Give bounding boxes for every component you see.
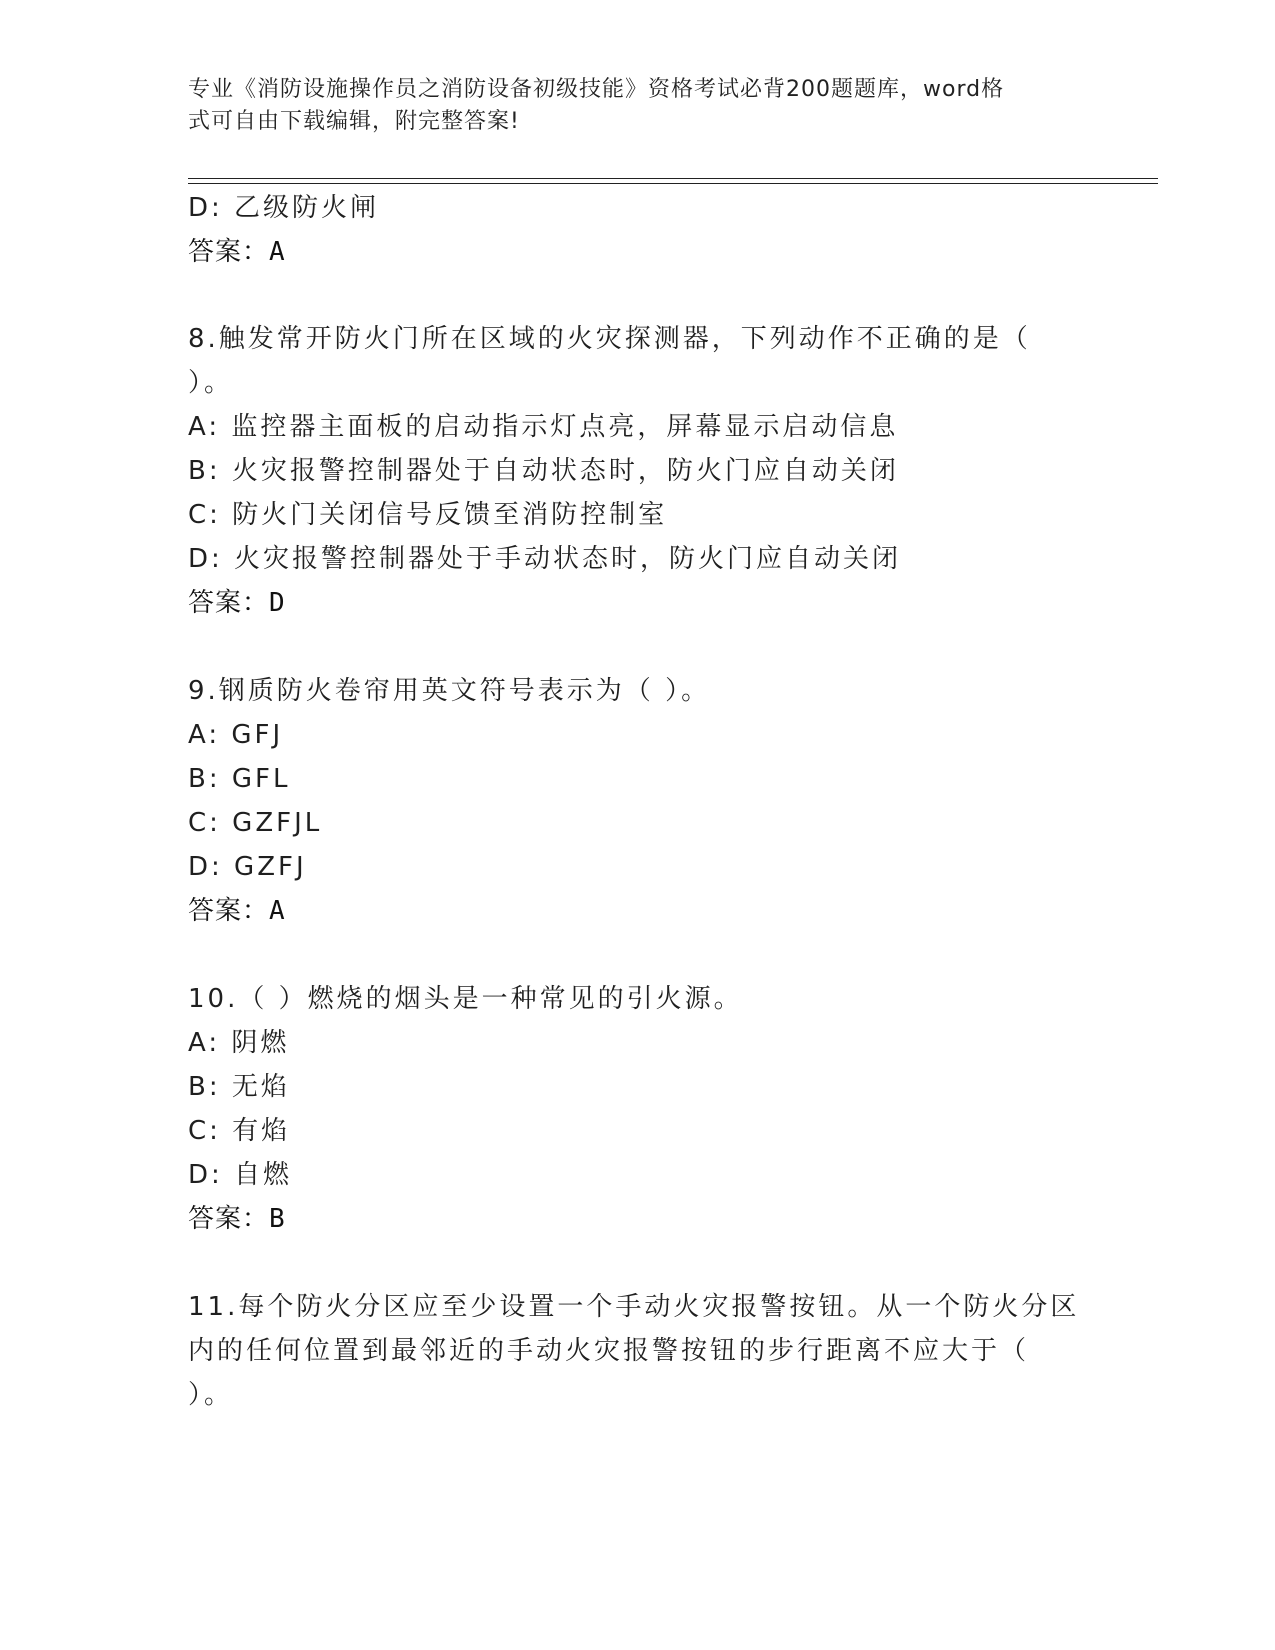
header-title-line-1: 专业《消防设施操作员之消防设备初级技能》资格考试必背200题题库，word格 [188, 77, 1005, 102]
q10-answer: 答案：B [188, 1204, 286, 1234]
q8-option-b: B: 火灾报警控制器处于自动状态时，防火门应自动关闭 [188, 456, 899, 486]
document-header [188, 74, 1068, 138]
q11-question-line-2: 内的任何位置到最邻近的手动火灾报警按钮的步行距离不应大于（ [188, 1336, 1030, 1366]
q9-option-c: C: GZFJL [188, 808, 323, 838]
q8-option-c: C: 防火门关闭信号反馈至消防控制室 [188, 500, 668, 530]
prev-option-d: D: 乙级防火闸 [188, 193, 380, 223]
q9-question: 9.钢质防火卷帘用英文符号表示为（ ）。 [188, 676, 711, 706]
q11-question-line-3: ）。 [188, 1380, 234, 1410]
q8-answer: 答案：D [188, 588, 286, 618]
q8-option-d: D: 火灾报警控制器处于手动状态时，防火门应自动关闭 [188, 544, 902, 574]
q11-question-line-1: 11.每个防火分区应至少设置一个手动火灾报警按钮。从一个防火分区 [188, 1292, 1080, 1322]
header-divider-bottom [188, 183, 1158, 184]
header-title-line-2: 式可自由下载编辑，附完整答案! [188, 109, 520, 134]
q10-option-c: C: 有焰 [188, 1116, 291, 1146]
q10-option-d: D: 自燃 [188, 1160, 293, 1190]
q10-option-a: A: 阴燃 [188, 1028, 290, 1058]
q9-option-a: A: GFJ [188, 720, 284, 750]
q9-option-d: D: GZFJ [188, 852, 307, 882]
q10-question: 10.（ ）燃烧的烟头是一种常见的引火源。 [188, 984, 743, 1014]
q8-option-a: A: 监控器主面板的启动指示灯点亮，屏幕显示启动信息 [188, 412, 899, 442]
q8-question-line-1: 8.触发常开防火门所在区域的火灾探测器，下列动作不正确的是（ [188, 324, 1031, 354]
q8-question-line-2: ）。 [188, 368, 234, 398]
header-divider-top [188, 178, 1158, 179]
q9-answer: 答案：A [188, 896, 286, 926]
q9-option-b: B: GFL [188, 764, 291, 794]
q10-option-b: B: 无焰 [188, 1072, 290, 1102]
prev-answer: 答案：A [188, 237, 286, 267]
